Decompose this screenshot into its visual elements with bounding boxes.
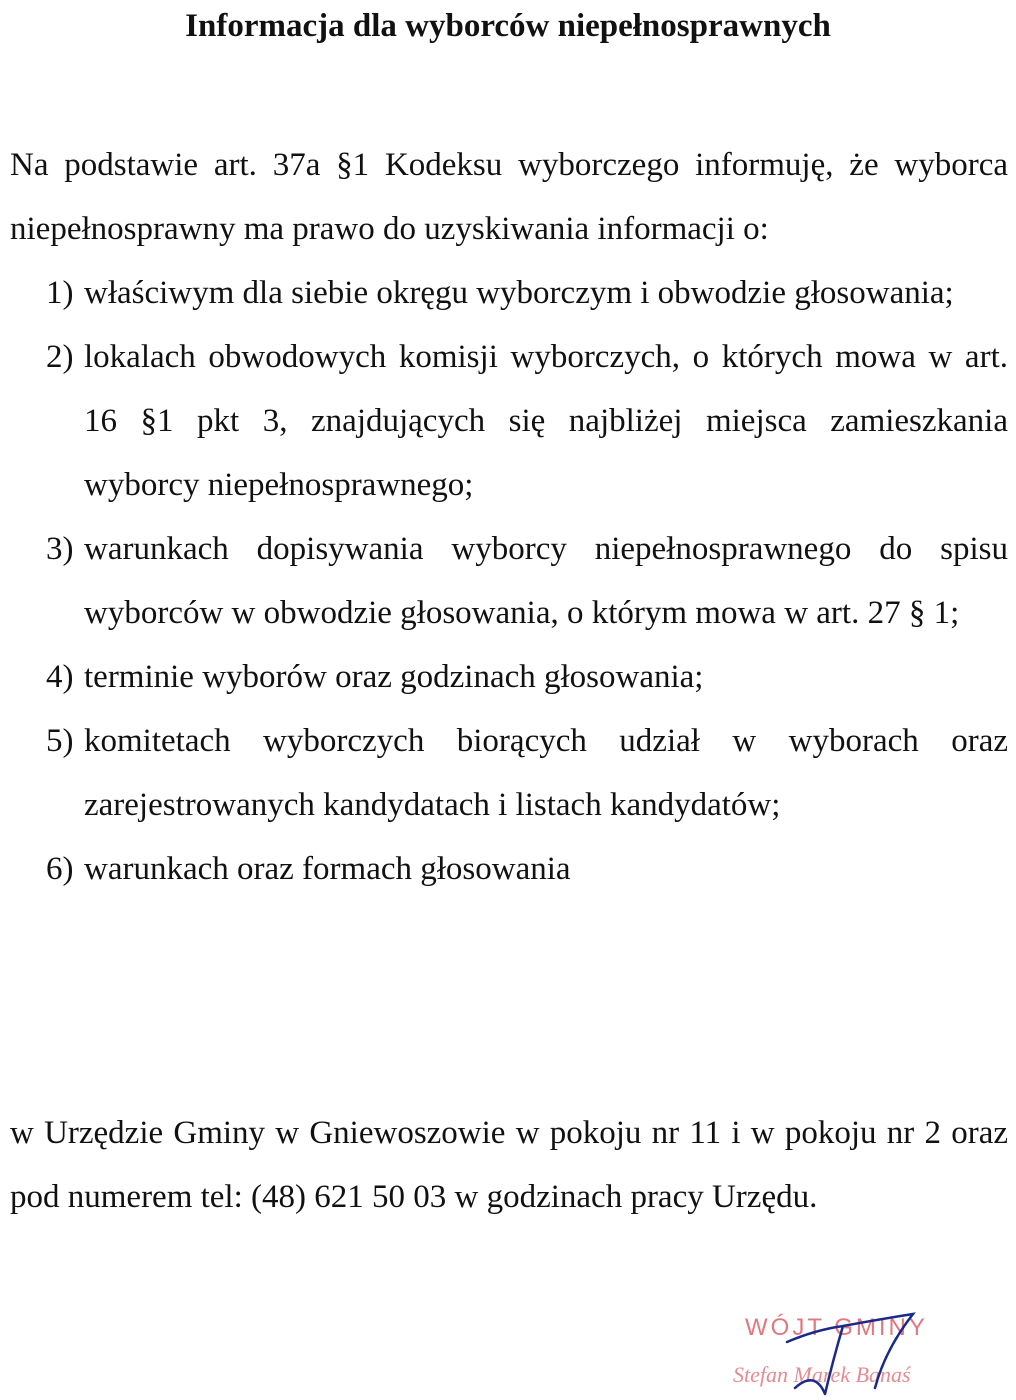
list-item-text: terminie wyborów oraz godzinach głosowania;: [84, 659, 704, 695]
list-item-text: warunkach oraz formach głosowania: [84, 851, 571, 887]
intro-paragraph: Na podstawie art. 37a §1 Kodeksu wyborczego informuję, że wyborca niepełnosprawny ma prawo do uzyskiwania informacji o:: [10, 147, 1008, 247]
list-item: [10, 645, 1008, 709]
list-item-text: komitetach wyborczych biorących udział w wyborach oraz zarejestrowanych kandydatach i listach kandydatów;: [84, 723, 1008, 823]
list-item-number: 4): [46, 659, 74, 695]
list-item-text: lokalach obwodowych komisji wyborczych, o których mowa w art. 16 §1 pkt 3, znajdujących się najbliżej miejsca zamieszkania wyborcy niepełnosprawnego;: [84, 339, 1008, 503]
closing-paragraph: w Urzędzie Gminy w Gniewoszowie w pokoju nr 11 i w pokoju nr 2 oraz pod numerem tel: (48) 621 50 03 w godzinach pracy Urzędu.: [10, 1115, 1008, 1215]
official-stamp: [725, 1290, 965, 1400]
list-item-text: właściwym dla siebie okręgu wyborczym i obwodzie głosowania;: [84, 275, 954, 311]
list-item-number: 2): [46, 339, 74, 375]
list-item: [10, 517, 1008, 645]
list-item: [10, 837, 1008, 901]
list-item-number: 3): [46, 531, 74, 567]
list-item: [10, 709, 1008, 837]
document-title: Informacja dla wyborców niepełnosprawnych: [185, 8, 831, 44]
information-list: [10, 261, 1008, 901]
signature-icon: [725, 1290, 965, 1400]
list-item-number: 1): [46, 275, 74, 311]
list-item: [10, 261, 1008, 325]
list-item-number: 5): [46, 723, 74, 759]
stamp-name: Stefan Marek Banaś: [733, 1362, 911, 1387]
list-item: [10, 325, 1008, 517]
list-item-text: warunkach dopisywania wyborcy niepełnosprawnego do spisu wyborców w obwodzie głosowania, o którym mowa w art. 27 § 1;: [84, 531, 1008, 631]
list-item-number: 6): [46, 851, 74, 887]
stamp-title: WÓJT GMINY: [745, 1314, 928, 1341]
